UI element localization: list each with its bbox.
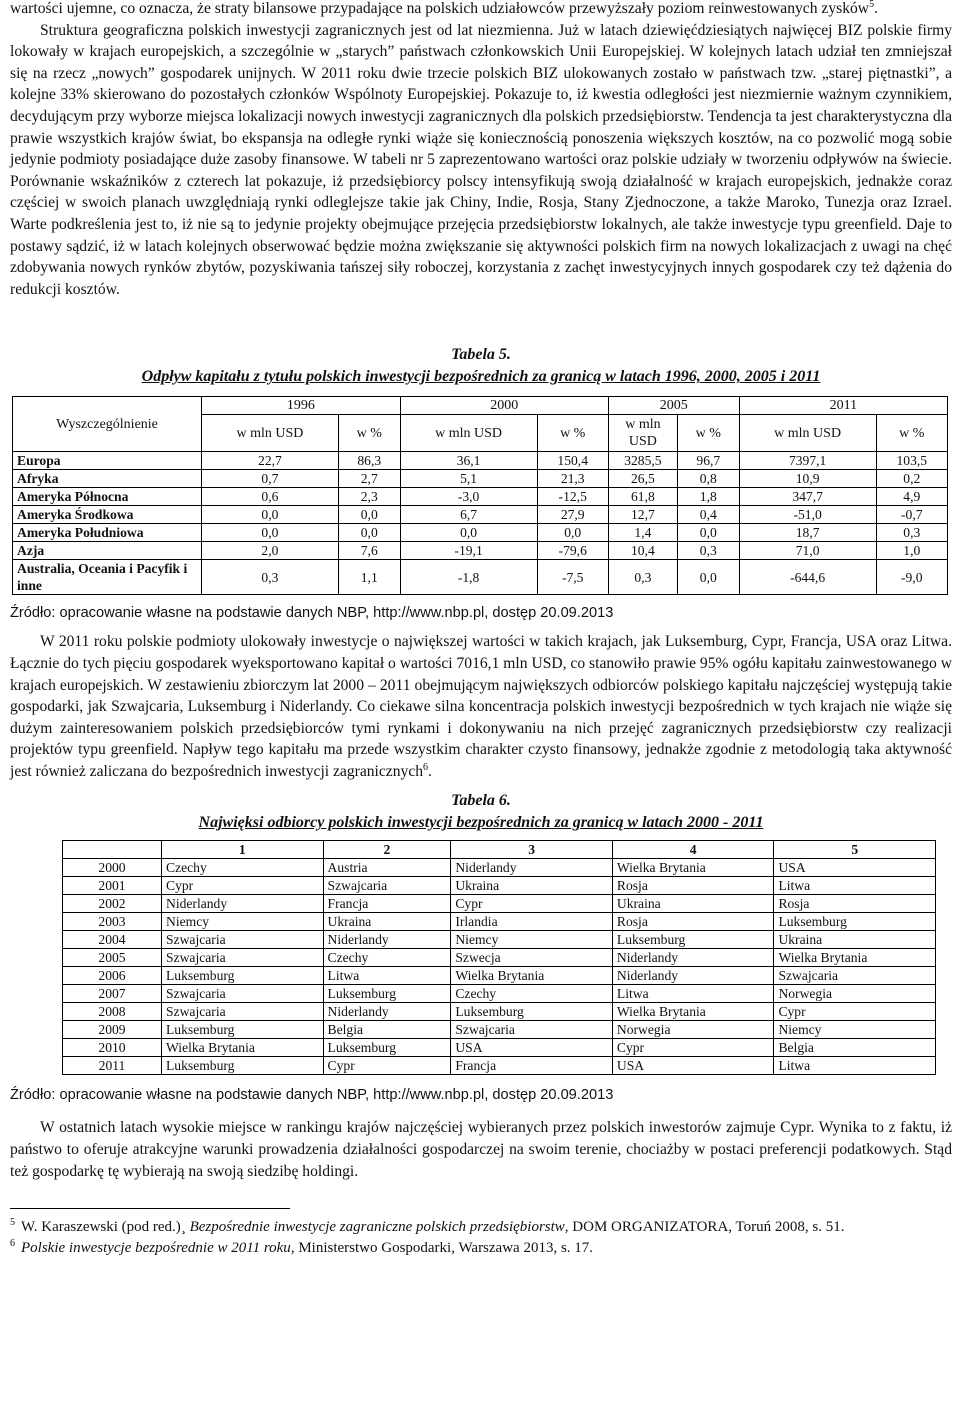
table6-year: 2000 [63, 859, 162, 877]
table6-cell: Ukraina [323, 913, 451, 931]
table6-cell: Szwajcaria [323, 877, 451, 895]
table6-year: 2010 [63, 1039, 162, 1057]
table5-cell: 0,4 [677, 506, 739, 524]
table5-year: 2005 [608, 397, 739, 415]
table5-cell: 26,5 [608, 470, 677, 488]
table5-cell: 0,0 [202, 524, 339, 542]
table6-cell: Rosja [612, 913, 774, 931]
table5-cell: 10,9 [739, 470, 876, 488]
table6-cell: Niderlandy [612, 949, 774, 967]
table6-cell: Ukraina [451, 877, 613, 895]
table6-cell: Niemcy [774, 1021, 936, 1039]
table5-cell: -3,0 [400, 488, 537, 506]
footnote-title: Bezpośrednie inwestycje zagraniczne polskich przedsiębiorstw [189, 1219, 565, 1236]
table5-cell: 0,0 [400, 524, 537, 542]
table6-col-header: 4 [612, 841, 774, 859]
table5-cell: 150,4 [537, 452, 608, 470]
table6-cell: Czechy [323, 949, 451, 967]
table6-cell: Szwajcaria [162, 1003, 324, 1021]
table5-cell: 1,0 [876, 542, 947, 560]
table5-cell: 0,3 [677, 542, 739, 560]
table6-cell: Norwegia [612, 1021, 774, 1039]
table5-row [13, 452, 948, 470]
table5-cell: 0,0 [677, 524, 739, 542]
table6-cell: Ukraina [612, 895, 774, 913]
table5-cell: 71,0 [739, 542, 876, 560]
table6-year: 2008 [63, 1003, 162, 1021]
table6-cell: Litwa [774, 877, 936, 895]
table6-cell: Belgia [774, 1039, 936, 1057]
table6-year: 2006 [63, 967, 162, 985]
table5-row [13, 524, 948, 542]
table5-subheader: w % [677, 415, 739, 452]
table5-caption: Tabela 5. [451, 346, 511, 364]
table6-cell: Cypr [612, 1039, 774, 1057]
table5-cell: -0,7 [876, 506, 947, 524]
table6-cell: Niemcy [451, 931, 613, 949]
table5-cell: 0,3 [608, 560, 677, 595]
footnote-number: 5 [10, 1217, 15, 1229]
table6-row [63, 1057, 936, 1075]
table6-year: 2007 [63, 985, 162, 1003]
table5-cell: 1,8 [677, 488, 739, 506]
table6-corner [63, 841, 162, 859]
table6-caption: Tabela 6. [451, 792, 511, 810]
table6-year: 2009 [63, 1021, 162, 1039]
table6-cell: Luksemburg [323, 1039, 451, 1057]
table6-cell: Luksemburg [323, 985, 451, 1003]
table6-cell: Szwajcaria [162, 931, 324, 949]
table5-cell: 36,1 [400, 452, 537, 470]
table5-subheader: w mln USD [608, 415, 677, 452]
table6-cell: Luksemburg [162, 1057, 324, 1075]
table6-cell: USA [612, 1057, 774, 1075]
table5-cell: 18,7 [739, 524, 876, 542]
table5-cell: 0,7 [202, 470, 339, 488]
table5-cell: 0,0 [677, 560, 739, 595]
table5-cell: 86,3 [338, 452, 400, 470]
table6-cell: Litwa [323, 967, 451, 985]
table6-year: 2011 [63, 1057, 162, 1075]
table6-cell: Cypr [774, 1003, 936, 1021]
footnotes [10, 1217, 952, 1259]
table5-header-label: Wyszczególnienie [13, 397, 202, 452]
table6-cell: Niderlandy [323, 1003, 451, 1021]
table6-cell: Rosja [612, 877, 774, 895]
table6-row [63, 1003, 936, 1021]
table6-cell: Wielka Brytania [774, 949, 936, 967]
table5-row-label: Azja [13, 542, 202, 560]
table5-row [13, 542, 948, 560]
table5-subheader: w % [338, 415, 400, 452]
footnote-number: 6 [10, 1238, 15, 1250]
table5-row-label: Australia, Oceania i Pacyfik i inne [13, 560, 202, 595]
table5-row-label: Ameryka Południowa [13, 524, 202, 542]
table5-cell: -1,8 [400, 560, 537, 595]
table6-cell: Luksemburg [451, 1003, 613, 1021]
table6-cell: Ukraina [774, 931, 936, 949]
table6-cell: Francja [451, 1057, 613, 1075]
table5-cell: 0,0 [202, 506, 339, 524]
table5-cell: -79,6 [537, 542, 608, 560]
table6-row [63, 859, 936, 877]
table5-cell: 1,1 [338, 560, 400, 595]
table6-col-header: 1 [162, 841, 324, 859]
table6-row [63, 895, 936, 913]
table6-cell: Szwajcaria [162, 949, 324, 967]
table5-cell: 4,9 [876, 488, 947, 506]
table6-cell: Francja [323, 895, 451, 913]
table6-col-header: 3 [451, 841, 613, 859]
table5-cell: -7,5 [537, 560, 608, 595]
footnote-publisher: , DOM ORGANIZATORA, Toruń 2008, s. 51. [564, 1219, 845, 1236]
table6-cell: Niderlandy [612, 967, 774, 985]
table6-cell: Szwajcaria [162, 985, 324, 1003]
table5-row [13, 506, 948, 524]
footnote-ref-5[interactable]: 5 [869, 0, 875, 10]
table-6 [62, 840, 936, 1075]
table6-cell: Litwa [774, 1057, 936, 1075]
table6-year: 2004 [63, 931, 162, 949]
table6-year: 2001 [63, 877, 162, 895]
table5-row [13, 470, 948, 488]
table5-cell: 0,2 [876, 470, 947, 488]
table5-cell: 96,7 [677, 452, 739, 470]
table6-cell: Czechy [162, 859, 324, 877]
footnote [10, 1217, 952, 1238]
table5-row-label: Europa [13, 452, 202, 470]
table5-cell: 2,0 [202, 542, 339, 560]
footnote-title: Polskie inwestycje bezpośrednie w 2011 roku [21, 1240, 291, 1257]
table6-cell: Czechy [451, 985, 613, 1003]
table6-cell: Niderlandy [162, 895, 324, 913]
table5-cell: 1,4 [608, 524, 677, 542]
table5-cell: 0,3 [202, 560, 339, 595]
table5-cell: 103,5 [876, 452, 947, 470]
table6-col-header: 5 [774, 841, 936, 859]
table6-cell: Cypr [162, 877, 324, 895]
footnote-author: W. Karaszewski (pod red.) [21, 1219, 181, 1236]
table6-cell: Luksemburg [612, 931, 774, 949]
table6-cell: Austria [323, 859, 451, 877]
table5-subheader: w % [537, 415, 608, 452]
table5-cell: 2,7 [338, 470, 400, 488]
table6-cell: Wielka Brytania [162, 1039, 324, 1057]
paragraph-2: Struktura geograficzna polskich inwestycji zagranicznych jest od lat niezmienna. Już w latach dziewięćdziesiątych najwięcej BIZ polskie firmy lokowały w krajach europejskich, a szczególnie w „starych” państwach członkowskich Unii Europejskiej. W kolejnych latach udział ten zmniejszał się na rzecz „nowych” gospodarek unijnych. W 2011 roku dwie trzecie polskich BIZ ulokowanych zostało w państwach tzw. „starej piętnastki”, a kolejne 33% skierowano do pozostałych członków Wspólnoty Europejskiej. Pokazuje to, iż kwestia odległości jest niezmiernie ważnym czynnikiem, decydującym przy wyborze miejsca lokalizacji nowych inwestycji zagranicznych dla polskich przedsiębiorstw. Tendencja ta jest charakterystyczna dla prawie wszystkich krajów świat, bo ekspansja na odległe rynki wiąże się koniecznością ponoszenia większych kosztów, na co pozwolić mogą sobie jedynie podmioty posiadające duże zasoby finansowe. W tabeli nr 5 zaprezentowano wartości oraz polskie udziały w tworzeniu odpływów na świecie. Porównanie wskaźników z czterech lat pokazuje, iż przedsiębiorcy polscy intensyfikują swoją działalność w krajach europejskich, jednakże coraz częściej w swoich planach uwzględniają rynki odleglejsze takie jak Chiny, Indie, Rosja, Stany Zjednoczone, a także Maroko, Tunezja oraz Izrael. Warte podkreślenia jest to, iż nie są to jedynie projekty obejmujące przejęcia przedsiębiorstw lokalnych, ale także inwestycje typu greenfield. Daje to postawy sądzić, iż w latach kolejnych obserwować będzie można zwiększanie się aktywności polskich firm na nowych lokalizacjach z uwagi na chęć zdobywania nowych rynków zbytów, pozyskiwania tańszej siły roboczej, korzystania z zachęt inwestycyjnych innych gospodarek czy też dążenia do redukcji kosztów. [10, 21, 952, 298]
table5-cell: 0,6 [202, 488, 339, 506]
table6-cell: Wielka Brytania [612, 1003, 774, 1021]
table6-cell: Luksemburg [774, 913, 936, 931]
table5-title: Odpływ kapitału z tytułu polskich inwestycji bezpośrednich za granicą w latach 1996, 2000, 2005 i 2011 [141, 368, 821, 386]
table6-cell: Wielka Brytania [612, 859, 774, 877]
footnote-publisher: , Ministerstwo Gospodarki, Warszawa 2013, s. 17. [290, 1240, 594, 1257]
table6-source: Źródło: opracowanie własne na podstawie danych NBP, http://www.nbp.pl, dostęp 20.09.2013 [10, 1087, 614, 1104]
table5-row [13, 488, 948, 506]
table5-cell: 5,1 [400, 470, 537, 488]
table5-cell: 2,3 [338, 488, 400, 506]
table5-cell: 0,0 [537, 524, 608, 542]
table5-subheader: w mln USD [739, 415, 876, 452]
table6-cell: Cypr [451, 895, 613, 913]
table6-row [63, 985, 936, 1003]
table5-year: 2000 [400, 397, 608, 415]
table5-cell: 0,8 [677, 470, 739, 488]
table5-row-label: Afryka [13, 470, 202, 488]
table6-cell: Litwa [612, 985, 774, 1003]
table6-row [63, 877, 936, 895]
table6-cell: Niderlandy [323, 931, 451, 949]
table5-cell: 3285,5 [608, 452, 677, 470]
table6-row [63, 1039, 936, 1057]
table6-cell: USA [774, 859, 936, 877]
table5-source: Źródło: opracowanie własne na podstawie danych NBP, http://www.nbp.pl, dostęp 20.09.2013 [10, 605, 614, 622]
table6-cell: Norwegia [774, 985, 936, 1003]
table5-year: 1996 [202, 397, 401, 415]
table6-row [63, 1021, 936, 1039]
table6-cell: Wielka Brytania [451, 967, 613, 985]
table6-title: Najwięksi odbiorcy polskich inwestycji bezpośrednich za granicą w latach 2000 - 2011 [198, 814, 764, 832]
table6-cell: Szwajcaria [774, 967, 936, 985]
table5-subheader: w % [876, 415, 947, 452]
table5-cell: 0,0 [338, 524, 400, 542]
table6-cell: Belgia [323, 1021, 451, 1039]
table6-cell: Rosja [774, 895, 936, 913]
paragraph-1: wartości ujemne, co oznacza, że straty bilansowe przypadające na polskich udziałowców przewyższały poziom reinwestowanych zysków$^5$. [10, 0, 878, 17]
table5-row-label: Ameryka Północna [13, 488, 202, 506]
table5-row [13, 560, 948, 595]
table6-cell: Irlandia [451, 913, 613, 931]
table5-cell: -19,1 [400, 542, 537, 560]
table6-row [63, 931, 936, 949]
table6-cell: Cypr [323, 1057, 451, 1075]
table5-cell: -51,0 [739, 506, 876, 524]
table5-cell: 22,7 [202, 452, 339, 470]
footnote-separator-char: ¸ [180, 1219, 190, 1236]
footnote-ref-6[interactable]: 6 [423, 761, 429, 773]
table6-cell: Niderlandy [451, 859, 613, 877]
table6-row [63, 949, 936, 967]
table5-cell: 12,7 [608, 506, 677, 524]
footnote-separator [10, 1208, 290, 1209]
table5-cell: 347,7 [739, 488, 876, 506]
table5-year: 2011 [739, 397, 947, 415]
table6-cell: USA [451, 1039, 613, 1057]
table6-cell: Niemcy [162, 913, 324, 931]
footnote [10, 1238, 952, 1259]
table6-year: 2003 [63, 913, 162, 931]
table5-cell: -12,5 [537, 488, 608, 506]
table5-cell: 10,4 [608, 542, 677, 560]
table5-cell: -9,0 [876, 560, 947, 595]
paragraph-3: W 2011 roku polskie podmioty ulokowały inwestycje o największej wartości w takich krajach, jak Luksemburg, Cypr, Francja, USA oraz Litwa. Łącznie do tych pięciu gospodarek wyeksportowano kapitał o wartości 7016,1 mln USD, co stanowiło prawie 95% ogółu kapitału zainwestowanego w krajach europejskich. W zestawieniu zbiorczym lat 2000 – 2011 obejmującym największych odbiorców polskiego kapitału najczęściej występują takie gospodarki, jak Szwajcaria, Luksemburg i Niderlandy. Co ciekawe silna koncentracja polskich inwestycji bezpośrednich w tych krajach nie wiąże się dużym zainteresowaniem polskich przedsiębiorców tymi rynkami i dokonywaniu na nich przejęć zagranicznych przedsiębiorstw czy realizacji projektów typu greenfield. Napływ tego kapitału ma przede wszystkim charakter czysto finansowy, jednakże zgodnie z metodologią taka aktywność jest również zaliczana do bezpośrednich inwestycji zagranicznych$^6$. [10, 633, 952, 780]
table5-cell: -644,6 [739, 560, 876, 595]
table5-cell: 27,9 [537, 506, 608, 524]
table6-cell: Szwajcaria [451, 1021, 613, 1039]
table6-year: 2002 [63, 895, 162, 913]
table5-cell: 0,0 [338, 506, 400, 524]
table6-row [63, 967, 936, 985]
table5-cell: 6,7 [400, 506, 537, 524]
table6-cell: Luksemburg [162, 1021, 324, 1039]
table5-cell: 7397,1 [739, 452, 876, 470]
table5-cell: 7,6 [338, 542, 400, 560]
table6-col-header: 2 [323, 841, 451, 859]
paragraph-4: W ostatnich latach wysokie miejsce w rankingu krajów najczęściej wybieranych przez polskich inwestorów zajmuje Cypr. Wynika to z faktu, iż państwo to oferuje atrakcyjne warunki prowadzenia działalności gospodarczej na swoim terenie, chociażby w postaci preferencji podatkowych. Stąd też gospodarkę tę wybierają na swoją siedzibę holdingi. [10, 1119, 952, 1180]
table6-year: 2005 [63, 949, 162, 967]
table6-row [63, 913, 936, 931]
table5-subheader: w mln USD [202, 415, 339, 452]
table5-cell: 21,3 [537, 470, 608, 488]
table-5 [12, 396, 948, 595]
document-page [10, 0, 952, 1259]
table5-cell: 61,8 [608, 488, 677, 506]
table5-row-label: Ameryka Środkowa [13, 506, 202, 524]
table6-cell: Szwecja [451, 949, 613, 967]
table5-cell: 0,3 [876, 524, 947, 542]
table5-subheader: w mln USD [400, 415, 537, 452]
table6-cell: Luksemburg [162, 967, 324, 985]
